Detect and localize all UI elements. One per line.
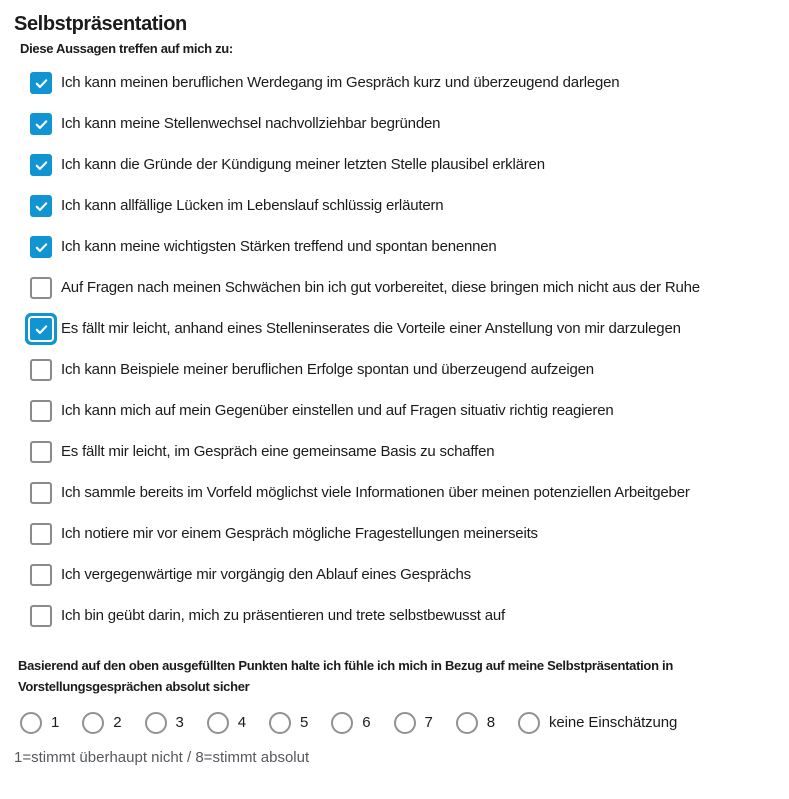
statements-intro: Diese Aussagen treffen auf mich zu: — [20, 41, 233, 56]
radio-label: 4 — [237, 714, 246, 731]
radio-option[interactable] — [145, 712, 184, 734]
radio-button[interactable] — [207, 712, 229, 734]
page-title: Selbstpräsentation — [14, 13, 187, 35]
checkbox-row[interactable] — [30, 235, 775, 259]
checkbox-label: Ich kann meine Stellenwechsel nachvollziehbar begründen — [61, 115, 441, 132]
radio-label: 3 — [175, 714, 184, 731]
check-icon — [34, 117, 49, 132]
radio-button[interactable] — [82, 712, 104, 734]
checkbox-label: Ich sammle bereits im Vorfeld möglichst viele Informationen über meinen potenziellen Arbeitgeber — [61, 484, 690, 501]
radio-label: 5 — [300, 714, 309, 731]
checkbox-row[interactable] — [30, 358, 775, 382]
checkbox-row[interactable] — [30, 604, 775, 628]
statements-checkbox-list — [30, 71, 775, 628]
rating-radio-group — [20, 712, 775, 734]
check-icon — [34, 76, 49, 91]
checkbox-row[interactable] — [30, 153, 775, 177]
checkbox-label: Ich bin geübt darin, mich zu präsentieren und trete selbstbewusst auf — [61, 607, 505, 624]
checkbox-label: Ich kann Beispiele meiner beruflichen Erfolge spontan und überzeugend aufzeigen — [61, 361, 594, 378]
radio-button[interactable] — [20, 712, 42, 734]
scale-hint: 1=stimmt überhaupt nicht / 8=stimmt absolut — [14, 749, 310, 766]
checkbox[interactable] — [30, 564, 52, 586]
radio-label: keine Einschätzung — [549, 714, 678, 731]
checkbox[interactable] — [30, 482, 52, 504]
checkbox-row[interactable] — [30, 71, 775, 95]
rating-question-label: Basierend auf den oben ausgefüllten Punkten halte ich fühle ich mich in Bezug auf meine Selbstpräsentation in Vorstellungsgesprächen absolut sicher — [18, 658, 673, 694]
check-icon — [34, 240, 49, 255]
checkbox-row[interactable] — [30, 276, 775, 300]
checkbox[interactable] — [30, 318, 52, 340]
checkbox[interactable] — [30, 441, 52, 463]
checkbox[interactable] — [30, 277, 52, 299]
checkbox[interactable] — [30, 236, 52, 258]
radio-label: 1 — [51, 714, 60, 731]
checkbox[interactable] — [30, 359, 52, 381]
radio-option[interactable] — [518, 712, 677, 734]
checkbox[interactable] — [30, 72, 52, 94]
checkbox-label: Es fällt mir leicht, im Gespräch eine gemeinsame Basis zu schaffen — [61, 443, 495, 460]
radio-button[interactable] — [518, 712, 540, 734]
checkbox-label: Ich vergegenwärtige mir vorgängig den Ablauf eines Gesprächs — [61, 566, 471, 583]
radio-label: 2 — [113, 714, 122, 731]
checkbox-row[interactable] — [30, 399, 775, 423]
check-icon — [34, 322, 49, 337]
radio-option[interactable] — [82, 712, 121, 734]
radio-button[interactable] — [394, 712, 416, 734]
checkbox-label: Ich kann allfällige Lücken im Lebenslauf schlüssig erläutern — [61, 197, 444, 214]
checkbox-row[interactable] — [30, 481, 775, 505]
radio-option[interactable] — [456, 712, 495, 734]
radio-label: 7 — [424, 714, 433, 731]
radio-label: 6 — [362, 714, 371, 731]
radio-button[interactable] — [145, 712, 167, 734]
checkbox[interactable] — [30, 523, 52, 545]
checkbox-label: Ich kann meine wichtigsten Stärken treffend und spontan benennen — [61, 238, 497, 255]
radio-option[interactable] — [331, 712, 370, 734]
checkbox-label: Auf Fragen nach meinen Schwächen bin ich gut vorbereitet, diese bringen mich nicht aus der Ruhe — [61, 279, 700, 296]
checkbox-label: Ich kann mich auf mein Gegenüber einstellen und auf Fragen situativ richtig reagieren — [61, 402, 614, 419]
checkbox-row[interactable] — [30, 563, 775, 587]
radio-label: 8 — [486, 714, 495, 731]
radio-button[interactable] — [269, 712, 291, 734]
checkbox[interactable] — [30, 113, 52, 135]
radio-option[interactable] — [207, 712, 246, 734]
check-icon — [34, 199, 49, 214]
checkbox[interactable] — [30, 400, 52, 422]
checkbox-label: Ich notiere mir vor einem Gespräch mögliche Fragestellungen meinerseits — [61, 525, 538, 542]
checkbox[interactable] — [30, 605, 52, 627]
check-icon — [34, 158, 49, 173]
checkbox-row[interactable] — [30, 440, 775, 464]
checkbox-label: Ich kann meinen beruflichen Werdegang im Gespräch kurz und überzeugend darlegen — [61, 74, 620, 91]
radio-button[interactable] — [331, 712, 353, 734]
checkbox-row[interactable] — [30, 112, 775, 136]
checkbox-row[interactable] — [30, 522, 775, 546]
checkbox[interactable] — [30, 195, 52, 217]
radio-option[interactable] — [20, 712, 59, 734]
radio-button[interactable] — [456, 712, 478, 734]
checkbox-row[interactable] — [30, 317, 775, 341]
checkbox-label: Ich kann die Gründe der Kündigung meiner letzten Stelle plausibel erklären — [61, 156, 545, 173]
radio-option[interactable] — [269, 712, 308, 734]
checkbox-label: Es fällt mir leicht, anhand eines Stelleninserates die Vorteile einer Anstellung von mir darzulegen — [61, 320, 681, 337]
checkbox[interactable] — [30, 154, 52, 176]
radio-option[interactable] — [394, 712, 433, 734]
checkbox-row[interactable] — [30, 194, 775, 218]
